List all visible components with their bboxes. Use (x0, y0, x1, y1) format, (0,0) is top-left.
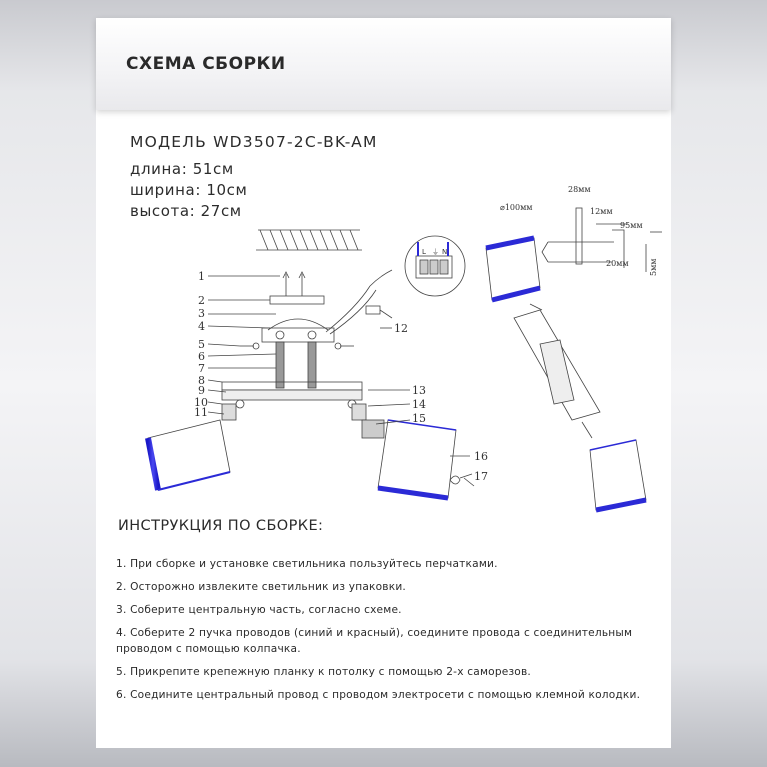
instruction-list (116, 556, 676, 710)
callout-4: 4 (198, 320, 205, 333)
page-title: СХЕМА СБОРКИ (126, 54, 286, 74)
brand-light: ОГНЕЙ (575, 726, 632, 744)
canopy (262, 319, 334, 388)
side-view (486, 238, 646, 510)
callout-9: 9 (198, 384, 205, 397)
instruction-step-4: 4. Соберите 2 пучка проводов (синий и красный), соедините провода с соединительным проводом с помощью колпачка. (116, 627, 633, 655)
callout-14: 14 (412, 398, 426, 411)
callout-3: 3 (198, 307, 205, 320)
wires (326, 270, 392, 334)
spec-height: высота: 27см (130, 202, 242, 220)
callout-16: 16 (474, 450, 488, 463)
dim-28: 28мм (568, 185, 591, 194)
callout-6: 6 (198, 350, 205, 363)
brand-logo (526, 726, 631, 744)
ceiling-hatch (256, 230, 362, 250)
right-shade (352, 404, 456, 498)
brand-bold: СЕМЬ (526, 726, 576, 744)
terminal-n: N (442, 248, 448, 256)
callout-13: 13 (412, 384, 426, 397)
callout-15: 15 (412, 412, 426, 425)
instruction-step-5: 5. Прикрепите крепежную планку к потолку с помощью 2-х саморезов. (116, 666, 531, 678)
spec-length: длина: 51см (130, 160, 234, 178)
spec-model: МОДЕЛЬ WD3507-2C-BK-AM (130, 133, 378, 151)
instruction-step-6: 6. Соедините центральный провод с проводом электросети с помощью клемной колодки. (116, 689, 641, 701)
callout-12: 12 (394, 322, 408, 335)
dim-12: 12мм (590, 207, 613, 216)
instructions-title: ИНСТРУКЦИЯ ПО СБОРКЕ: (118, 518, 324, 534)
instruction-step-2: 2. Осторожно извлеките светильник из упаковки. (116, 581, 406, 593)
mounting-plate (270, 272, 324, 304)
dim-95: 95мм (620, 221, 643, 230)
callout-7: 7 (198, 362, 205, 375)
left-shade (148, 404, 236, 490)
callout-5: 5 (198, 338, 205, 351)
callout-2: 2 (198, 294, 205, 307)
callout-10: 10 (194, 396, 208, 409)
callout-1: 1 (198, 270, 205, 283)
top-view (542, 208, 662, 272)
spec-width: ширина: 10см (130, 181, 248, 199)
terminal-ground: ⏚ (432, 248, 439, 256)
assembly-diagram (130, 168, 670, 528)
instruction-step-3: 3. Соберите центральную часть, согласно схеме. (116, 604, 402, 616)
dim-100: ⌀100мм (500, 203, 533, 212)
terminal-block (405, 236, 465, 296)
dim-20: 20мм (606, 259, 629, 268)
main-bar (222, 382, 362, 408)
callout-8: 8 (198, 374, 205, 387)
dim-5: 5мм (649, 258, 658, 276)
terminal-l: L (422, 248, 426, 256)
callout-17: 17 (474, 470, 488, 483)
callout-11: 11 (194, 406, 208, 419)
instruction-step-1: 1. При сборке и установке светильника пользуйтесь перчатками. (116, 558, 498, 570)
side-screws (240, 343, 354, 349)
